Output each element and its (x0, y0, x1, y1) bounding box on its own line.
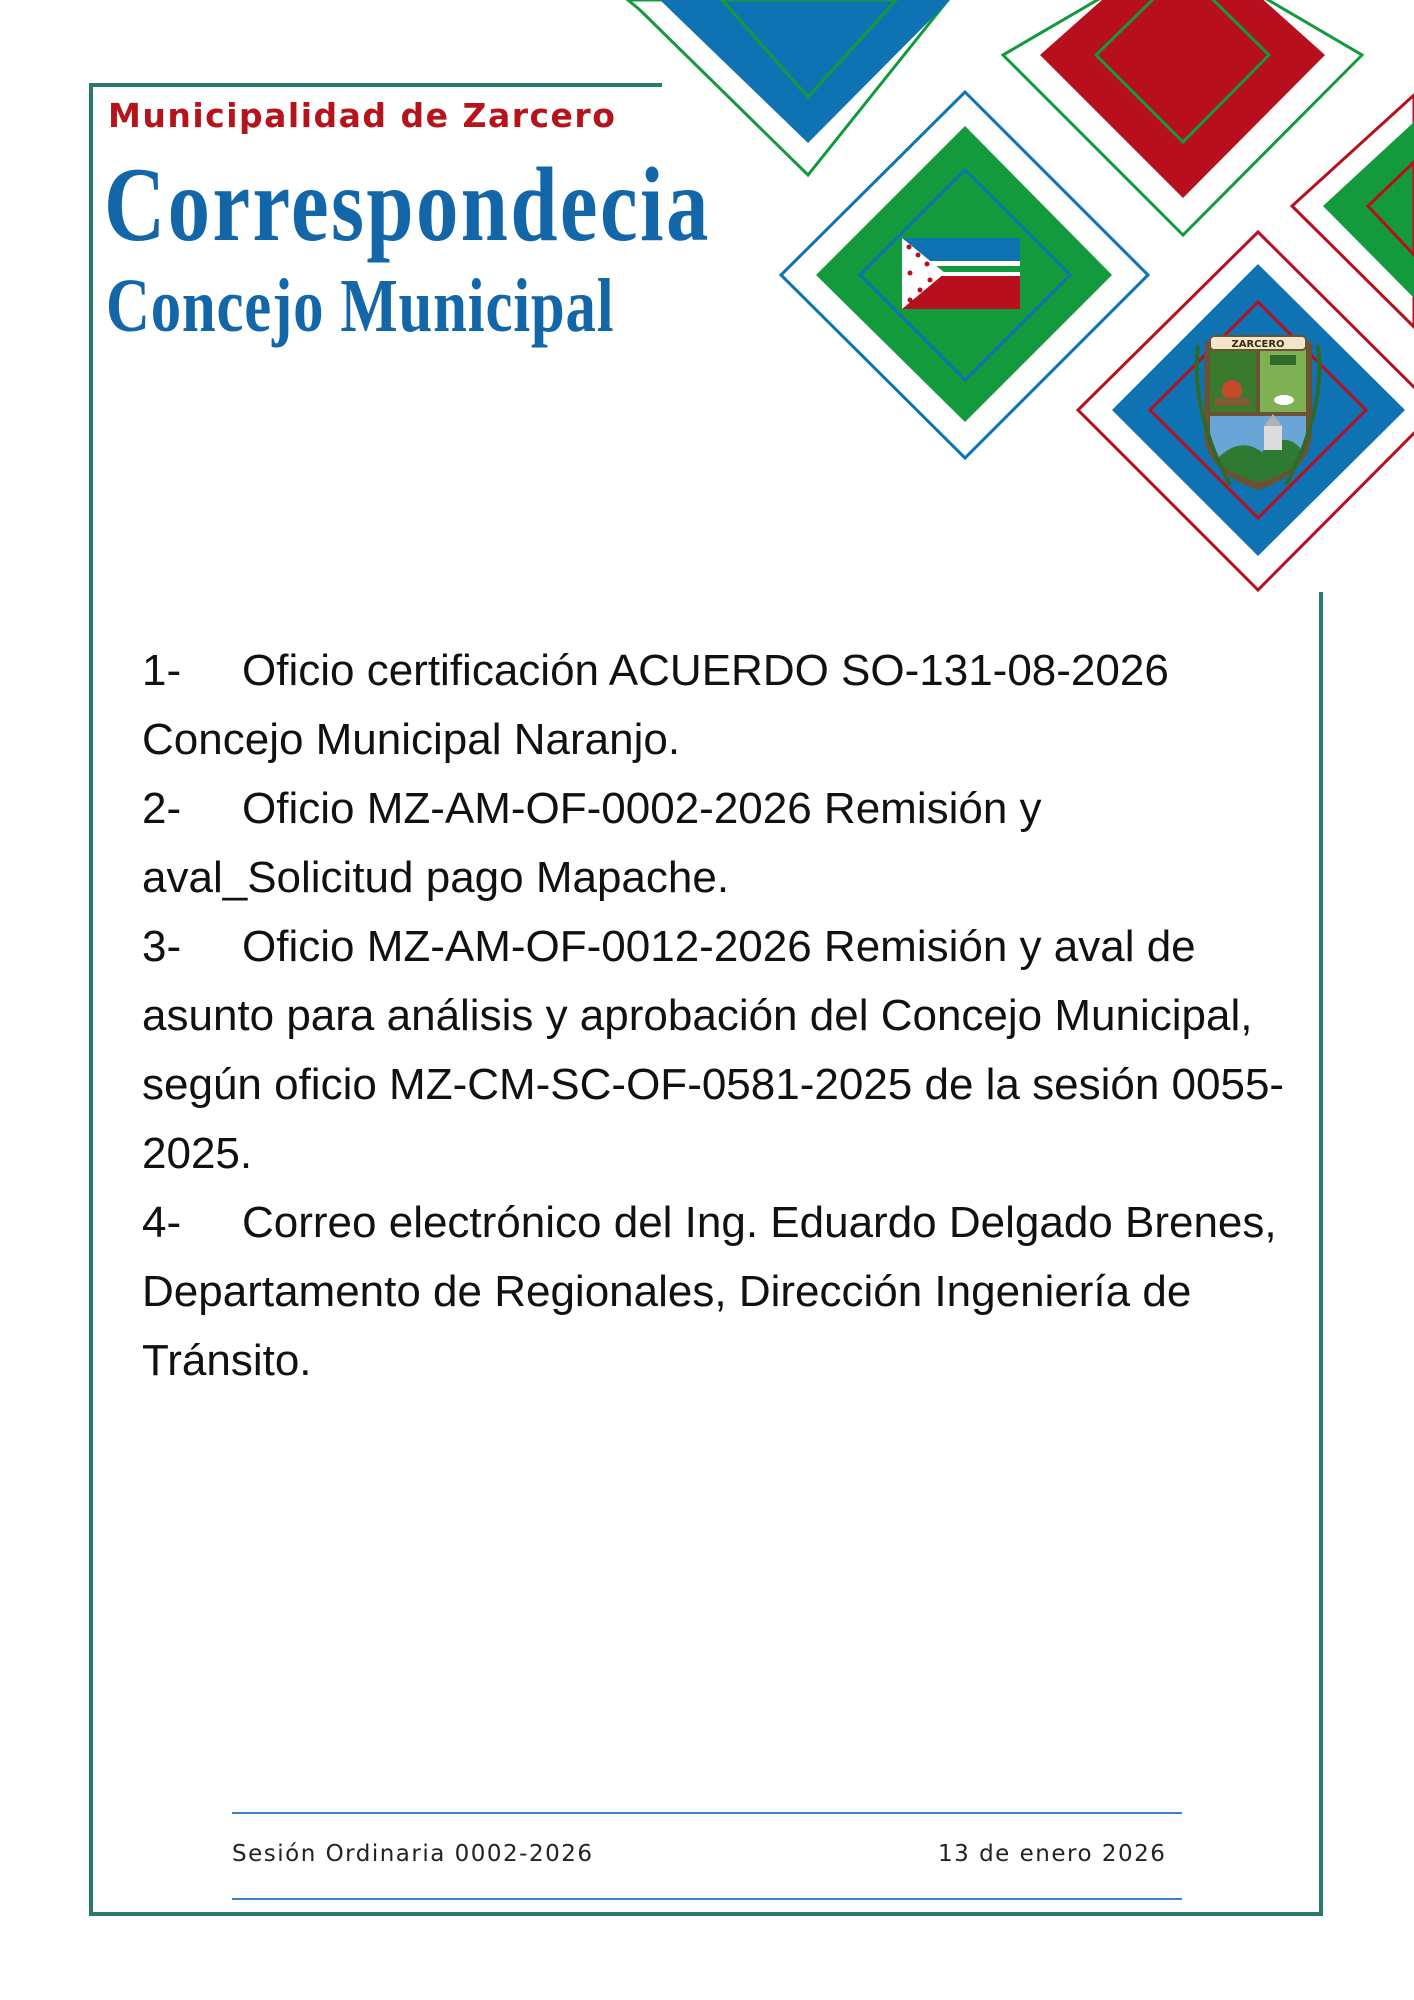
list-item (142, 912, 1302, 1188)
flag-emblem (902, 238, 1020, 309)
list-item (142, 636, 1302, 774)
shield-banner-text: ZARCERO (1231, 339, 1285, 350)
frame-right (1319, 592, 1323, 1916)
frame-bottom (89, 1912, 1323, 1916)
session-label: Sesión Ordinaria 0002-2026 (232, 1841, 594, 1867)
item-number: 3- (142, 922, 182, 971)
session-date: 13 de enero 2026 (938, 1841, 1167, 1867)
footer-divider-top (232, 1812, 1182, 1814)
item-text: Oficio MZ-AM-OF-0012-2026 Remisión y aval de asunto para análisis y aprobación del Concejo Municipal, según oficio MZ-CM-SC-OF-0581-2025 de la sesión 0055-2025. (142, 922, 1285, 1178)
list-item (142, 774, 1302, 912)
correspondence-list (142, 636, 1302, 1395)
item-text: Oficio certificación ACUERDO SO-131-08-2026 Concejo Municipal Naranjo. (142, 646, 1169, 764)
organization-name: Municipalidad de Zarcero (108, 96, 617, 135)
blue-diamond-top (628, 0, 950, 175)
item-number: 4- (142, 1198, 182, 1247)
list-item (142, 1188, 1302, 1395)
item-text: Correo electrónico del Ing. Eduardo Delgado Brenes, Departamento de Regionales, Dirección Ingeniería de Tránsito. (142, 1198, 1277, 1385)
item-number: 2- (142, 784, 182, 833)
footer-divider-bottom (232, 1898, 1182, 1900)
item-text: Oficio MZ-AM-OF-0002-2026 Remisión y aval_Solicitud pago Mapache. (142, 784, 1042, 902)
item-number: 1- (142, 646, 182, 695)
decorative-diamonds (0, 0, 1414, 600)
page-title: Correspondecia (104, 146, 711, 263)
page-subtitle: Concejo Municipal (106, 264, 615, 348)
